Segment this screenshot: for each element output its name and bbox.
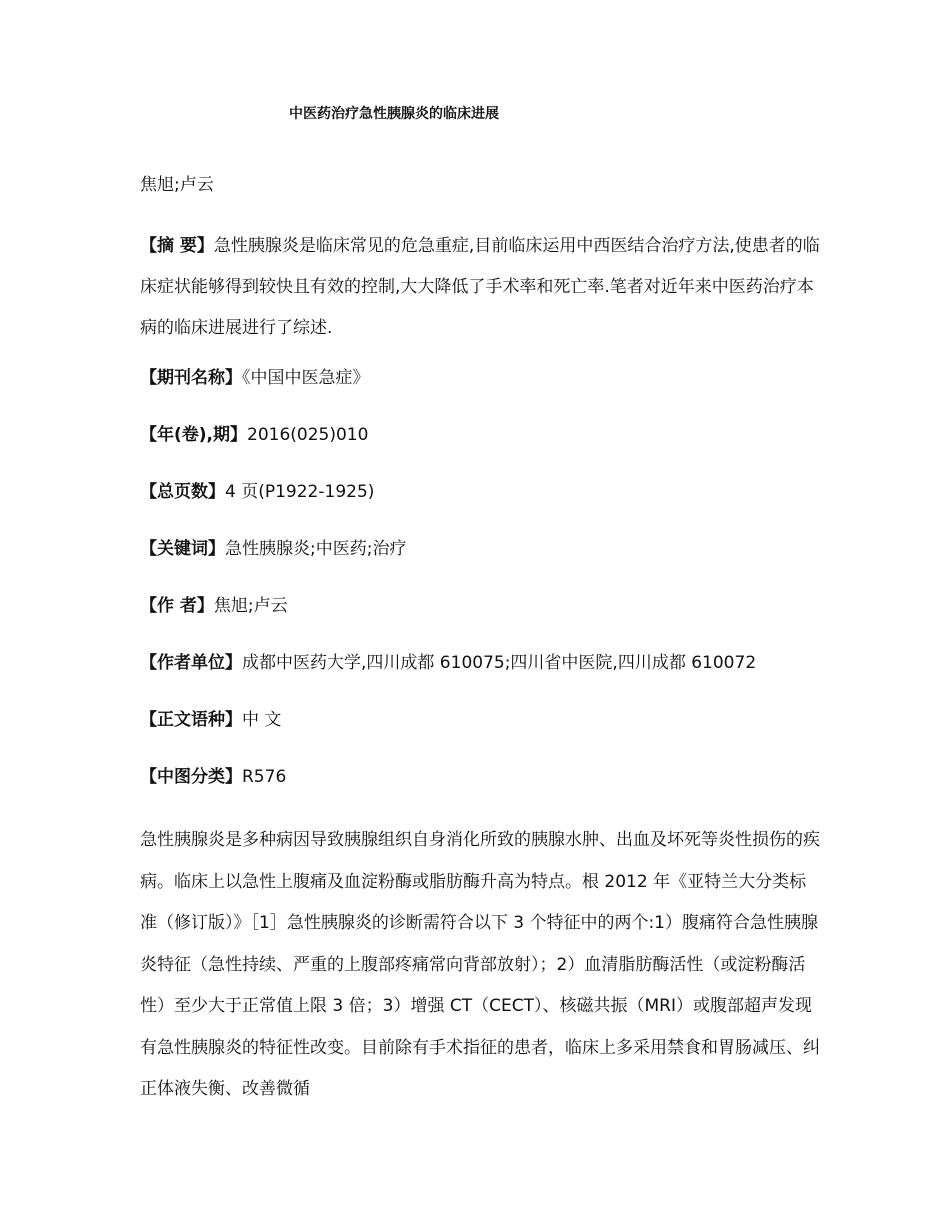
field-journal: [140, 366, 370, 390]
body-paragraph: 急性胰腺炎是多种病因导致胰腺组织自身消化所致的胰腺水肿、出血及坏死等炎性损伤的疾病。临床上以急性上腹痛及血淀粉酶或脂肪酶升高为特点。根 2012 年《亚特兰大分类标准（修订版）》［1］急性胰腺炎的诊断需符合以下 3 个特征中的两个:1）腹痛符合急性胰腺炎特征（急性持续、严重的上腹部疼痛常向背部放射）；2）血清脂肪酶活性（或淀粉酶活性）至少大于正常值上限 3 倍；3）增强 CT（CECT）、核磁共振（MRI）或腹部超声发现有急性胰腺炎的特征性改变。目前除有手术指征的患者，临床上多采用禁食和胃肠减压、纠正体液失衡、改善微循: [140, 830, 820, 1099]
field-year-label: 【年(卷),期】: [140, 425, 247, 445]
field-authors: [140, 594, 288, 618]
field-affiliation-value: 成都中医药大学,四川成都 610075;四川省中医院,四川成都 610072: [242, 653, 757, 673]
field-language-label: 【正文语种】: [140, 710, 242, 730]
abstract-block: [140, 226, 820, 349]
field-authors-label: 【作 者】: [140, 596, 214, 616]
field-keywords-value: 急性胰腺炎;中医药;治疗: [225, 539, 407, 559]
field-classification-value: R576: [242, 767, 287, 787]
field-year-value: 2016(025)010: [247, 425, 369, 445]
field-year-volume-issue: [140, 423, 368, 447]
field-journal-label: 【期刊名称】: [140, 368, 242, 388]
field-authors-value: 焦旭;卢云: [213, 596, 288, 616]
field-pages-value: 4 页(P1922-1925): [225, 482, 375, 502]
field-language-value: 中 文: [242, 710, 282, 730]
field-affiliation-label: 【作者单位】: [140, 653, 242, 673]
abstract-text: 急性胰腺炎是临床常见的危急重症,目前临床运用中西医结合治疗方法,使患者的临床症状能够得到较快且有效的控制,大大降低了手术率和死亡率.笔者对近年来中医药治疗本病的临床进展进行了综述.: [140, 236, 820, 338]
field-journal-value: 《中国中医急症》: [242, 368, 370, 388]
authors-line: 焦旭;卢云: [140, 175, 214, 195]
field-pages-label: 【总页数】: [140, 482, 225, 502]
field-classification-label: 【中图分类】: [140, 767, 242, 787]
field-page-count: [140, 480, 374, 504]
document-title: 中医药治疗急性胰腺炎的临床进展: [289, 106, 499, 122]
field-affiliation: [140, 651, 756, 675]
field-classification: [140, 765, 286, 789]
field-keywords: [140, 537, 406, 561]
abstract-label: 【摘 要】: [140, 236, 214, 256]
field-language: [140, 708, 281, 732]
field-keywords-label: 【关键词】: [140, 539, 225, 559]
